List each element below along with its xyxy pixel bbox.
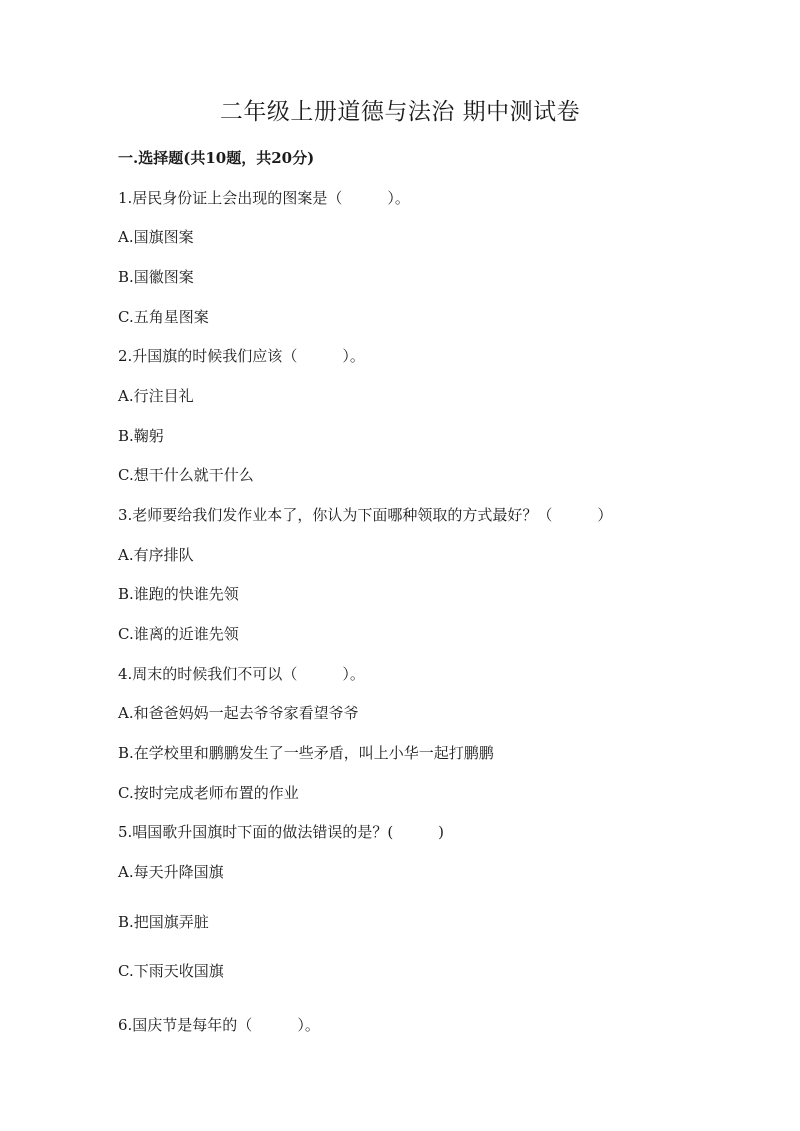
question-1-text: 1.居民身份证上会出现的图案是（ ）。 xyxy=(118,189,410,207)
question-5-option-b: B.把国旗弄脏 xyxy=(118,913,209,931)
question-2-option-c: C.想干什么就干什么 xyxy=(118,466,254,484)
question-2-text: 2.升国旗的时候我们应该（ ）。 xyxy=(118,347,365,365)
question-2-option-a: A.行注目礼 xyxy=(118,387,194,405)
question-4-text: 4.周末的时候我们不可以（ ）。 xyxy=(118,665,365,683)
question-5-option-c: C.下雨天收国旗 xyxy=(118,962,224,980)
question-1-option-a: A.国旗图案 xyxy=(118,228,194,246)
question-1-option-c: C.五角星图案 xyxy=(118,308,209,326)
question-3-option-c: C.谁离的近谁先领 xyxy=(118,625,239,643)
page-title: 二年级上册道德与法治 期中测试卷 xyxy=(219,99,581,125)
question-3-text: 3.老师要给我们发作业本了，你认为下面哪种领取的方式最好？（ ） xyxy=(118,506,613,524)
question-3-option-a: A.有序排队 xyxy=(118,546,194,564)
question-5-text: 5.唱国歌升国旗时下面的做法错误的是？( ) xyxy=(118,823,445,841)
question-5-option-a: A.每天升降国旗 xyxy=(118,863,224,881)
question-3-option-b: B.谁跑的快谁先领 xyxy=(118,585,239,603)
question-4-option-c: C.按时完成老师布置的作业 xyxy=(118,784,299,802)
question-2-option-b: B.鞠躬 xyxy=(118,427,164,445)
question-4-option-a: A.和爸爸妈妈一起去爷爷家看望爷爷 xyxy=(118,704,359,722)
section-heading: 一.选择题(共10题，共20分) xyxy=(118,149,315,167)
question-1-option-b: B.国徽图案 xyxy=(118,268,194,286)
question-4-option-b: B.在学校里和鹏鹏发生了一些矛盾，叫上小华一起打鹏鹏 xyxy=(118,744,494,762)
question-6-text: 6.国庆节是每年的（ ）。 xyxy=(118,1016,320,1034)
